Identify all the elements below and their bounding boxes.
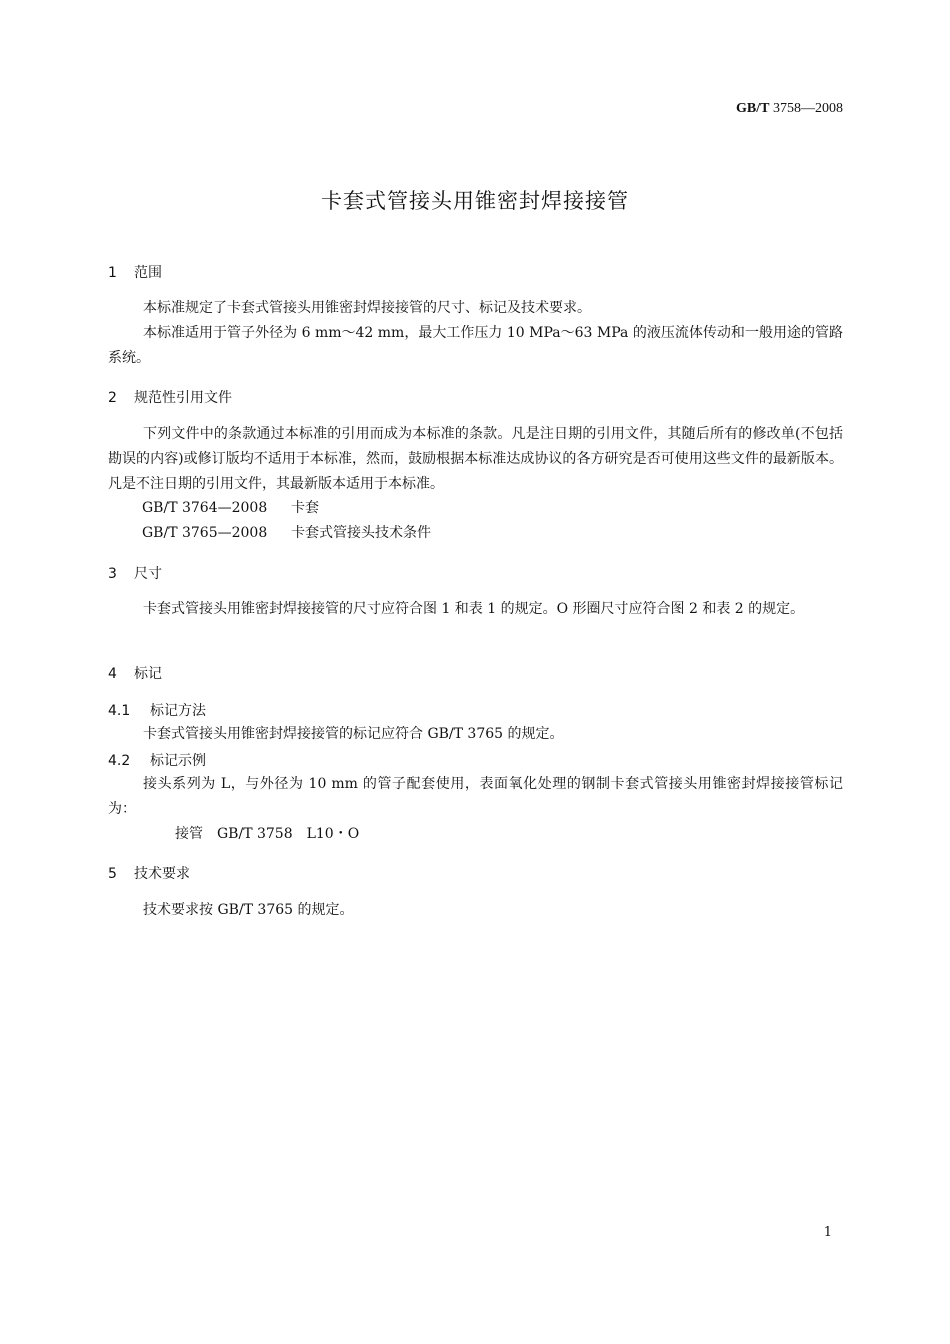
standard-code — [736, 101, 843, 117]
reference-item — [142, 522, 431, 542]
subsection-4-1-heading — [108, 700, 206, 720]
subsection-4-1-title: 标记方法 — [150, 703, 206, 719]
section-3-title: 尺寸 — [134, 566, 162, 582]
section-4-number: 4 — [108, 666, 117, 682]
reference-title: 卡套式管接头技术条件 — [291, 525, 431, 541]
section-2-paragraph-1: 下列文件中的条款通过本标准的引用而成为本标准的条款。凡是注日期的引用文件，其随后所有的修改单(不包括勘误的内容)或修订版均不适用于本标准，然而，鼓励根据本标准达成协议的各方研究是否可使用这些文件的最新版本。凡是不注日期的引用文件，其最新版本适用于本标准。 — [108, 426, 843, 492]
section-2-number: 2 — [108, 390, 117, 406]
marking-example: 接管 GB/T 3758 L10・O — [175, 826, 360, 842]
section-3-heading — [108, 563, 162, 583]
reference-title: 卡套 — [291, 500, 319, 516]
section-4-heading — [108, 663, 162, 683]
section-3-number: 3 — [108, 566, 117, 582]
subsection-4-2-heading — [108, 750, 206, 770]
subsection-4-1-paragraph: 卡套式管接头用锥密封焊接接管的标记应符合 GB/T 3765 的规定。 — [143, 726, 564, 742]
section-1-number: 1 — [108, 265, 117, 281]
subsection-4-2-paragraph: 接头系列为 L，与外径为 10 mm 的管子配套使用，表面氧化处理的钢制卡套式管接头用锥密封焊接接管标记为： — [108, 776, 843, 817]
document-title: 卡套式管接头用锥密封焊接接管 — [321, 189, 629, 213]
reference-item — [142, 497, 319, 517]
section-1-title: 范围 — [134, 265, 162, 281]
standard-code-number: 3758—2008 — [769, 101, 843, 116]
subsection-4-2-number: 4.2 — [108, 753, 131, 769]
section-5-heading — [108, 863, 190, 883]
section-4-title: 标记 — [134, 666, 162, 682]
section-2-title: 规范性引用文件 — [134, 390, 232, 406]
reference-code: GB/T 3764—2008 — [142, 500, 268, 516]
section-5-title: 技术要求 — [134, 866, 190, 882]
reference-code: GB/T 3765—2008 — [142, 525, 268, 541]
section-1-paragraph-2: 本标准适用于管子外径为 6 mm～42 mm，最大工作压力 10 MPa～63 MPa 的液压流体传动和一般用途的管路系统。 — [108, 325, 843, 366]
section-3-paragraph-1: 卡套式管接头用锥密封焊接接管的尺寸应符合图 1 和表 1 的规定。O 形圈尺寸应符合图 2 和表 2 的规定。 — [143, 601, 805, 617]
subsection-4-1-number: 4.1 — [108, 703, 131, 719]
section-5-number: 5 — [108, 866, 117, 882]
standard-code-prefix: GB/T — [736, 101, 770, 116]
section-2-heading — [108, 387, 232, 407]
subsection-4-2-title: 标记示例 — [150, 753, 206, 769]
section-1-heading — [108, 262, 162, 282]
section-1-paragraph-1: 本标准规定了卡套式管接头用锥密封焊接接管的尺寸、标记及技术要求。 — [143, 300, 591, 316]
section-5-paragraph-1: 技术要求按 GB/T 3765 的规定。 — [143, 902, 354, 918]
page-number: 1 — [823, 1225, 832, 1240]
